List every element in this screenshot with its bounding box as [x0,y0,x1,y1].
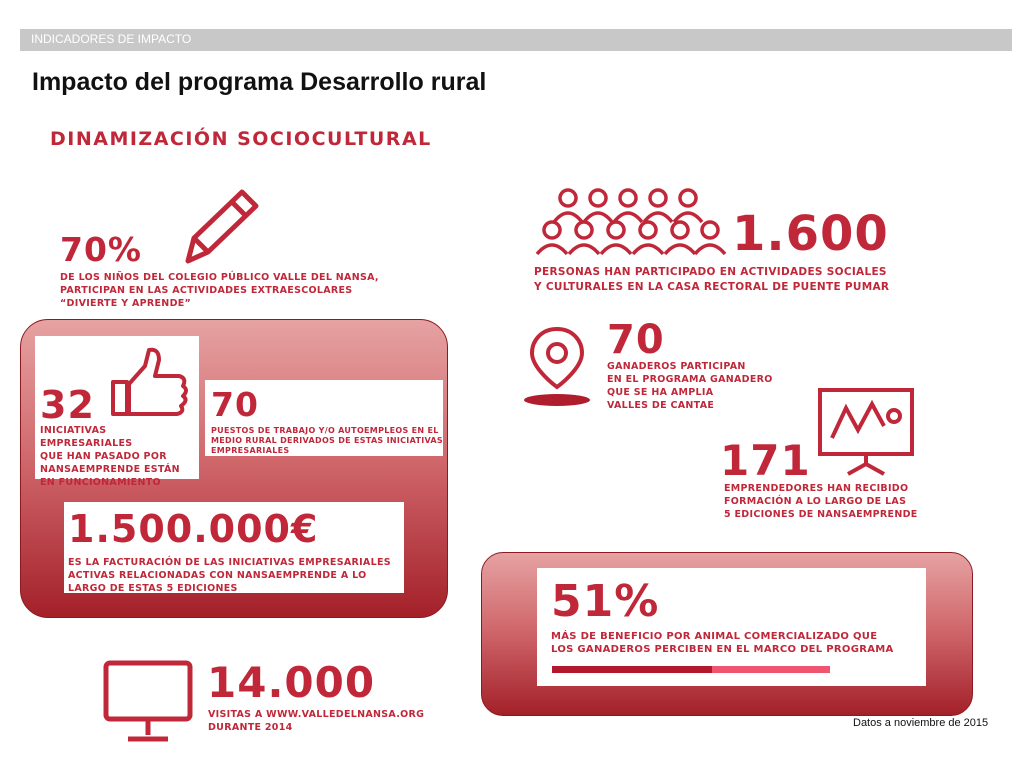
page-title: Impacto del programa Desarrollo rural [32,68,487,96]
benefit-progress-bar [552,666,712,673]
entrepreneurs-count: 171 [720,436,811,485]
map-pin-icon [522,325,592,410]
people-group-icon [532,186,727,258]
section-label: INDICADORES DE IMPACTO [31,32,192,46]
visits-count: 14.000 [207,658,376,707]
pencil-icon [180,186,265,266]
jobs-count: 70 [211,385,259,424]
revenue-caption: ES LA FACTURACIÓN DE LAS INICIATIVAS EMPRESARIALES ACTIVAS RELACIONADAS CON NANSAEMPRENDE A LO LARGO DE ESTAS 5 EDICIONES [68,557,391,593]
initiatives-count: 32 [40,383,95,427]
jobs-caption: PUESTOS DE TRABAJO Y/O AUTOEMPLEOS EN EL MEDIO RURAL DERIVADOS DE ESTAS INICIATIVAS EMPRESARIALES [211,426,443,455]
benefit-caption: MÁS DE BENEFICIO POR ANIMAL COMERCIALIZADO QUE LOS GANADEROS PERCIBEN EN EL MARCO DEL PROGRAMA [551,631,894,655]
revenue-card [64,502,404,593]
jobs-card [205,380,443,456]
computer-monitor-icon [100,655,196,747]
initiatives-caption: INICIATIVAS EMPRESARIALES QUE HAN PASADO POR NANSAEMPRENDE ESTÁN EN FUNCIONAMIENTO [40,425,180,488]
initiatives-card [35,336,199,488]
ranchers-count: 70 [607,317,665,363]
thumbs-up-icon [109,346,191,418]
benefit-percent: 51% [551,576,660,627]
people-caption: PERSONAS HAN PARTICIPADO EN ACTIVIDADES SOCIALES Y CULTURALES EN LA CASA RECTORAL DE PUENTE PUMAR [534,266,890,293]
children-percent: 70% [60,230,142,269]
people-count: 1.600 [732,206,889,262]
entrepreneurs-caption: EMPRENDEDORES HAN RECIBIDO FORMACIÓN A LO LARGO DE LAS 5 EDICIONES DE NANSAEMPRENDE [724,483,918,520]
benefit-progress-remainder [712,666,830,673]
ranchers-caption: GANADEROS PARTICIPAN EN EL PROGRAMA GANADERO QUE SE HA AMPLIA VALLES DE CANTAE [607,361,773,411]
infographic-heading: DINAMIZACIÓN SOCIOCULTURAL [50,128,432,150]
children-caption: DE LOS NIÑOS DEL COLEGIO PÚBLICO VALLE DEL NANSA, PARTICIPAN EN LAS ACTIVIDADES EXTRAESCOLARES “DIVIERTE Y APRENDE” [60,272,379,309]
presentation-board-icon [814,386,918,478]
revenue-amount: 1.500.000€ [68,507,319,551]
ranchers-caption-clip [607,360,807,412]
data-date-note: Datos a noviembre de 2015 [853,717,989,729]
section-header-bar [20,29,1012,51]
visits-caption: VISITAS A WWW.VALLEDELNANSA.ORG DURANTE 2014 [208,709,425,733]
